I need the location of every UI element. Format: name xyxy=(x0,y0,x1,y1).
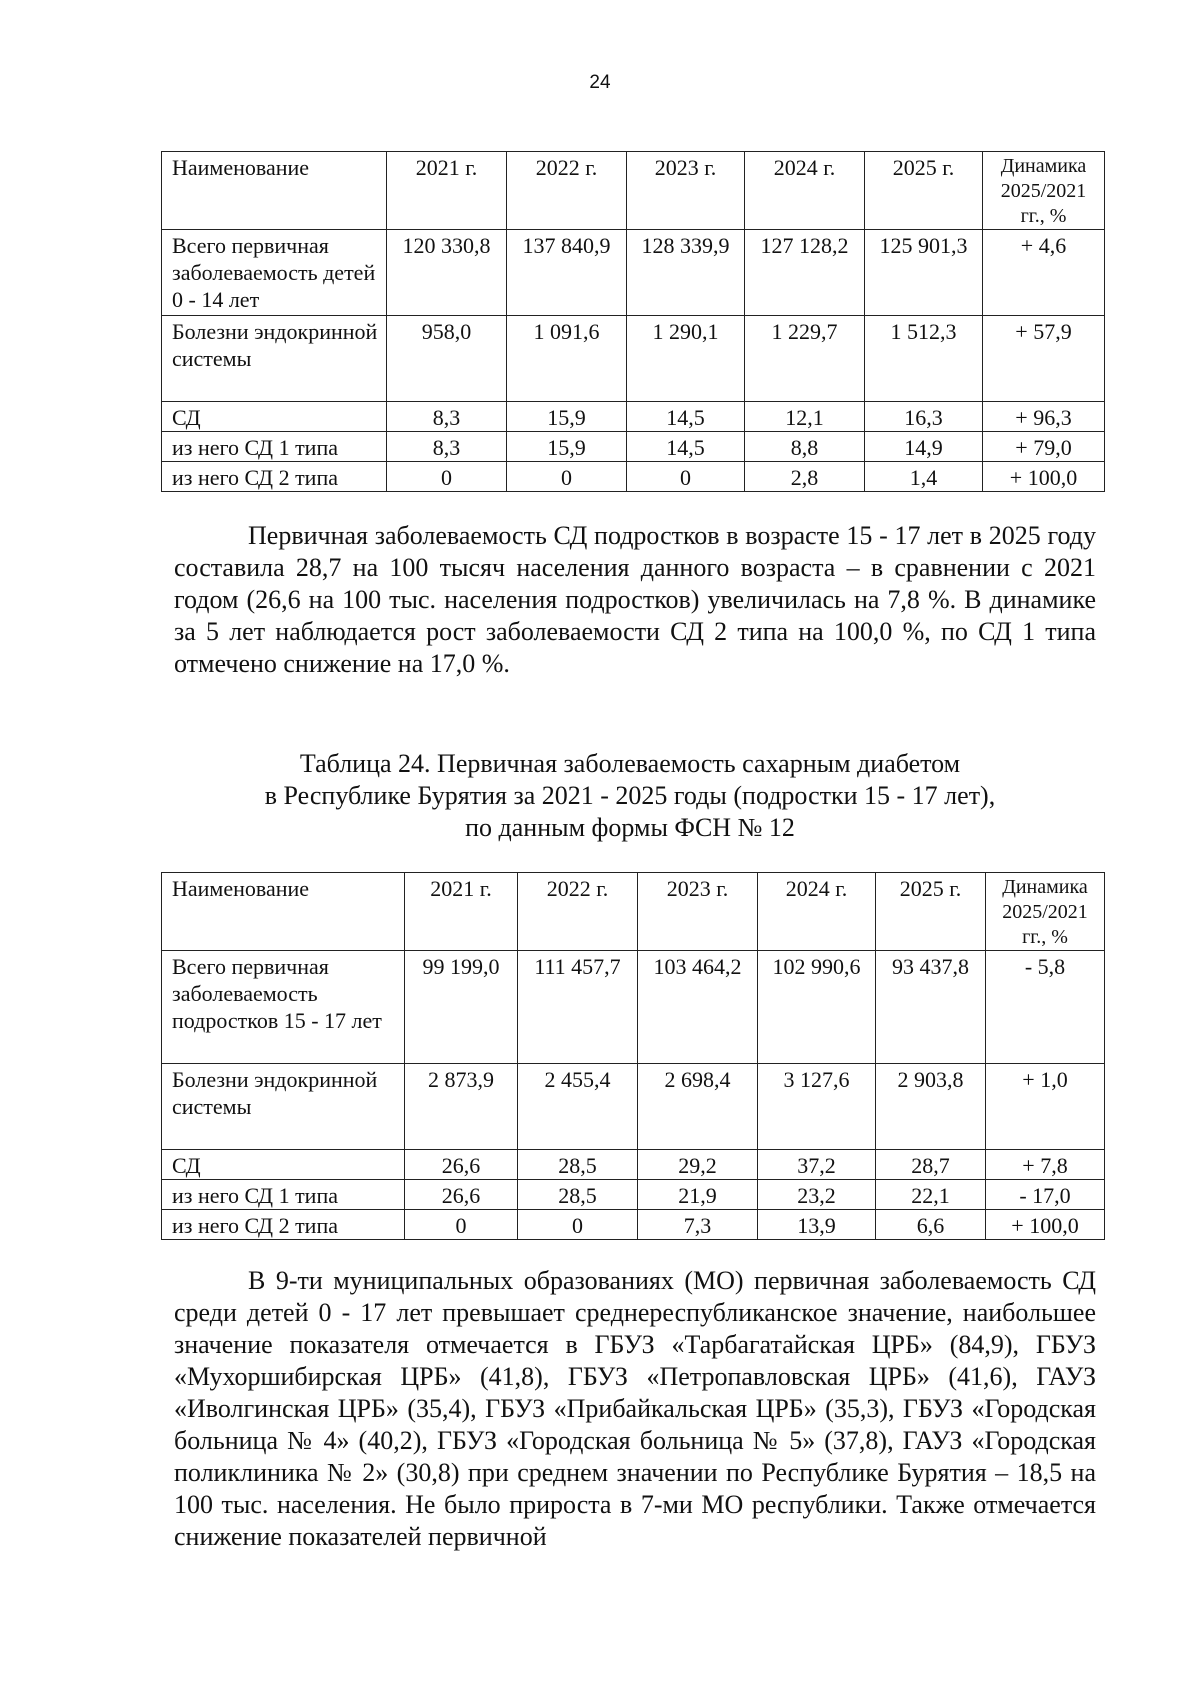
table-cell: 102 990,6 xyxy=(758,951,876,1064)
table-row xyxy=(162,1064,1105,1150)
column-header: 2023 г. xyxy=(627,152,745,230)
table-cell: 93 437,8 xyxy=(876,951,986,1064)
table-cell: 111 457,7 xyxy=(518,951,638,1064)
table-cell: 137 840,9 xyxy=(507,230,627,316)
table-cell: 29,2 xyxy=(638,1150,758,1180)
table-cell: + 4,6 xyxy=(983,230,1105,316)
row-label: из него СД 2 типа xyxy=(162,462,387,492)
paragraph-municipal-incidence: В 9-ти муниципальных образованиях (МО) первичная заболеваемость СД среди детей 0 - 17 лет превышает среднереспубликанское значение, наибольшее значение показателя отмечается в ГБУЗ «Тарбагатайская ЦРБ» (84,9), ГБУЗ «Мухоршибирская ЦРБ» (41,8), ГБУЗ «Петропавловская ЦРБ» (41,6), ГАУЗ «Иволгинская ЦРБ» (35,4), ГБУЗ «Прибайкальская ЦРБ» (35,3), ГБУЗ «Городская больница № 4» (40,2), ГБУЗ «Городская больница № 5» (37,8), ГАУЗ «Городская поликлиника № 2» (30,8) при среднем значении по Республике Бурятия – 18,5 на 100 тыс. населения. Не было прироста в 7-ми МО республики. Также отмечается снижение показателей первичной xyxy=(174,1266,1096,1551)
table-row xyxy=(162,1150,1105,1180)
table-cell: 2 903,8 xyxy=(876,1064,986,1150)
table-cell: 958,0 xyxy=(387,316,507,402)
table-cell: 28,5 xyxy=(518,1180,638,1210)
table-cell: + 57,9 xyxy=(983,316,1105,402)
table-cell: 16,3 xyxy=(865,402,983,432)
table-cell: 2,8 xyxy=(745,462,865,492)
table-cell: 26,6 xyxy=(405,1150,518,1180)
table-cell: 6,6 xyxy=(876,1210,986,1240)
table-cell: 1 229,7 xyxy=(745,316,865,402)
table-cell: 23,2 xyxy=(758,1180,876,1210)
row-label: из него СД 2 типа xyxy=(162,1210,405,1240)
table-cell: + 100,0 xyxy=(983,462,1105,492)
column-header: 2025 г. xyxy=(865,152,983,230)
table-cell: 8,3 xyxy=(387,402,507,432)
table-row xyxy=(162,432,1105,462)
table-caption xyxy=(160,748,1100,844)
table-cell: 2 698,4 xyxy=(638,1064,758,1150)
table-cell: 99 199,0 xyxy=(405,951,518,1064)
caption-line: по данным формы ФСН № 12 xyxy=(465,813,795,842)
table-cell: 0 xyxy=(405,1210,518,1240)
table-row xyxy=(162,1210,1105,1240)
column-header: Динамика 2025/2021 гг., % xyxy=(986,873,1105,951)
table-cell: 28,7 xyxy=(876,1150,986,1180)
table-cell: 13,9 xyxy=(758,1210,876,1240)
table-cell: 1 091,6 xyxy=(507,316,627,402)
table-cell: 14,5 xyxy=(627,402,745,432)
table-cell: 3 127,6 xyxy=(758,1064,876,1150)
table-cell: 1 290,1 xyxy=(627,316,745,402)
table-cell: 37,2 xyxy=(758,1150,876,1180)
column-header: 2021 г. xyxy=(387,152,507,230)
table-cell: 127 128,2 xyxy=(745,230,865,316)
table-cell: - 5,8 xyxy=(986,951,1105,1064)
table-cell: + 96,3 xyxy=(983,402,1105,432)
table-cell: 0 xyxy=(518,1210,638,1240)
table-teen-morbidity xyxy=(161,872,1105,1240)
table-cell: 14,9 xyxy=(865,432,983,462)
table-header-row xyxy=(162,873,1105,951)
column-header: 2025 г. xyxy=(876,873,986,951)
table-cell: + 7,8 xyxy=(986,1150,1105,1180)
row-label: СД xyxy=(162,402,387,432)
table-cell: 1 512,3 xyxy=(865,316,983,402)
table-cell: + 79,0 xyxy=(983,432,1105,462)
table-row xyxy=(162,1180,1105,1210)
column-header: 2024 г. xyxy=(745,152,865,230)
table-cell: 28,5 xyxy=(518,1150,638,1180)
row-label: Всего первичная заболеваемость детей 0 - 14 лет xyxy=(162,230,387,316)
table-cell: 15,9 xyxy=(507,432,627,462)
caption-line: в Республике Бурятия за 2021 - 2025 годы (подростки 15 - 17 лет), xyxy=(264,781,996,810)
table-cell: 15,9 xyxy=(507,402,627,432)
table-cell: 12,1 xyxy=(745,402,865,432)
column-header: 2023 г. xyxy=(638,873,758,951)
column-header: Наименование xyxy=(162,873,405,951)
table-cell: 125 901,3 xyxy=(865,230,983,316)
table-cell: 103 464,2 xyxy=(638,951,758,1064)
table-cell: + 1,0 xyxy=(986,1064,1105,1150)
table-cell: 14,5 xyxy=(627,432,745,462)
table-cell: 128 339,9 xyxy=(627,230,745,316)
table-cell: 26,6 xyxy=(405,1180,518,1210)
table-cell: 8,3 xyxy=(387,432,507,462)
table-row xyxy=(162,402,1105,432)
row-label: Болезни эндокринной системы xyxy=(162,1064,405,1150)
row-label: из него СД 1 типа xyxy=(162,432,387,462)
table-cell: 0 xyxy=(387,462,507,492)
paragraph-teen-incidence: Первичная заболеваемость СД подростков в возрасте 15 - 17 лет в 2025 году составила 28,7 на 100 тысяч населения данного возраста – в сравнении с 2021 годом (26,6 на 100 тыс. населения подростков) увеличилась на 7,8 %. В динамике за 5 лет наблюдается рост заболеваемости СД 2 типа на 100,0 %, по СД 1 типа отмечено снижение на 17,0 %. xyxy=(174,521,1096,678)
column-header: Динамика 2025/2021 гг., % xyxy=(983,152,1105,230)
caption-line: Таблица 24. Первичная заболеваемость сахарным диабетом xyxy=(299,749,961,778)
table-cell: 7,3 xyxy=(638,1210,758,1240)
column-header: Наименование xyxy=(162,152,387,230)
row-label: СД xyxy=(162,1150,405,1180)
table-cell: 2 873,9 xyxy=(405,1064,518,1150)
column-header: 2021 г. xyxy=(405,873,518,951)
column-header: 2022 г. xyxy=(507,152,627,230)
table-row xyxy=(162,316,1105,402)
table-cell: + 100,0 xyxy=(986,1210,1105,1240)
table-cell: 0 xyxy=(627,462,745,492)
table-cell: 2 455,4 xyxy=(518,1064,638,1150)
table-cell: 8,8 xyxy=(745,432,865,462)
table-child-morbidity xyxy=(161,151,1105,492)
table-row xyxy=(162,951,1105,1064)
row-label: Болезни эндокринной системы xyxy=(162,316,387,402)
table-row xyxy=(162,230,1105,316)
table-row xyxy=(162,462,1105,492)
table-cell: 120 330,8 xyxy=(387,230,507,316)
page-number: 24 xyxy=(589,72,611,93)
column-header: 2022 г. xyxy=(518,873,638,951)
table-cell: - 17,0 xyxy=(986,1180,1105,1210)
row-label: Всего первичная заболеваемость подростков 15 - 17 лет xyxy=(162,951,405,1064)
table-cell: 1,4 xyxy=(865,462,983,492)
table-cell: 0 xyxy=(507,462,627,492)
row-label: из него СД 1 типа xyxy=(162,1180,405,1210)
table-header-row xyxy=(162,152,1105,230)
column-header: 2024 г. xyxy=(758,873,876,951)
table-cell: 21,9 xyxy=(638,1180,758,1210)
table-cell: 22,1 xyxy=(876,1180,986,1210)
